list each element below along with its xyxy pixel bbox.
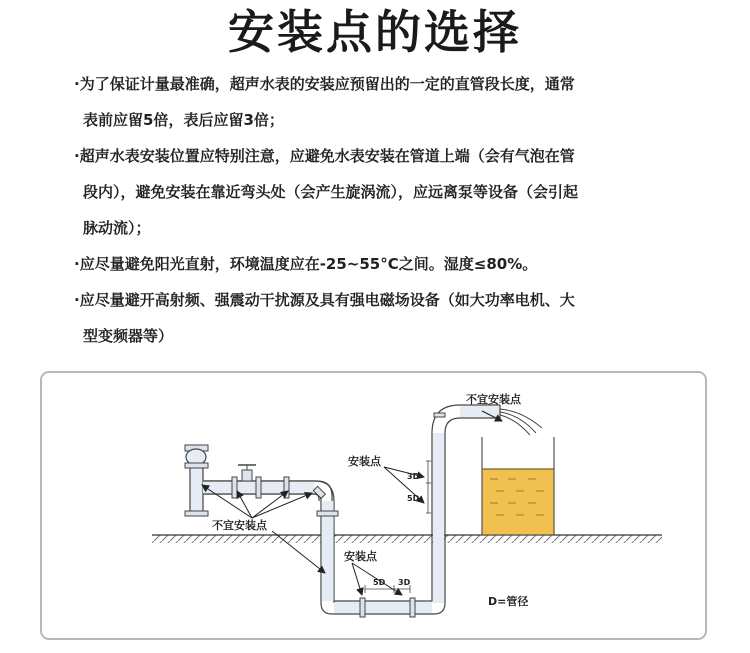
- vertical-dimension-markers: [426, 461, 431, 513]
- upper-horizontal-pipe: [203, 465, 332, 501]
- paragraph-line: 段内），避免安装在靠近弯头处（会产生旋涡流），应远离泵等设备（会引起: [83, 183, 579, 201]
- paragraph-line: ·应尽量避免阳光直射，环境温度应在-25~55°C之间。湿度≤80%。: [74, 255, 538, 273]
- instructions-text: [74, 66, 684, 354]
- label-5d-vertical: 5D: [407, 494, 420, 503]
- paragraph-position: [74, 138, 684, 246]
- paragraph-environment: [74, 246, 684, 282]
- label-not-suitable-top: 不宜安装点: [466, 393, 521, 406]
- water-tank: [482, 437, 554, 535]
- paragraph-line: ·为了保证计量最准确，超声水表的安装应预留出的一定的直管段长度，通常: [74, 75, 575, 93]
- label-3d-horizontal: 3D: [398, 578, 411, 587]
- paragraph-interference: [74, 282, 684, 354]
- paragraph-line: 表前应留5倍，表后应留3倍；: [83, 111, 284, 129]
- pipe-diagram-svg: [42, 373, 705, 638]
- label-5d-horizontal: 5D: [373, 578, 386, 587]
- paragraph-line: ·应尽量避开高射频、强震动干扰源及具有强电磁场设备（如大功率电机、大: [74, 291, 575, 309]
- paragraph-straight-pipe: [74, 66, 684, 138]
- label-suitable-upper: 安装点: [348, 455, 381, 468]
- water-spray: [500, 409, 542, 435]
- bottom-horizontal-pipe: [321, 405, 500, 617]
- legend-pipe-diameter: D=管径: [488, 595, 529, 608]
- paragraph-line: 脉动流）；: [83, 219, 151, 237]
- page-title: 安装点的选择: [228, 5, 522, 59]
- label-suitable-lower: 安装点: [344, 550, 377, 563]
- label-3d-vertical: 3D: [407, 472, 420, 481]
- label-not-suitable-left: 不宜安装点: [212, 519, 267, 532]
- ground-surface: [152, 535, 662, 543]
- paragraph-line: 型变频器等）: [83, 327, 174, 345]
- pointer-arrows: [202, 411, 502, 595]
- paragraph-line: ·超声水表安装位置应特别注意，应避免水表安装在管道上端（会有气泡在管: [74, 147, 575, 165]
- installation-diagram: [40, 371, 707, 640]
